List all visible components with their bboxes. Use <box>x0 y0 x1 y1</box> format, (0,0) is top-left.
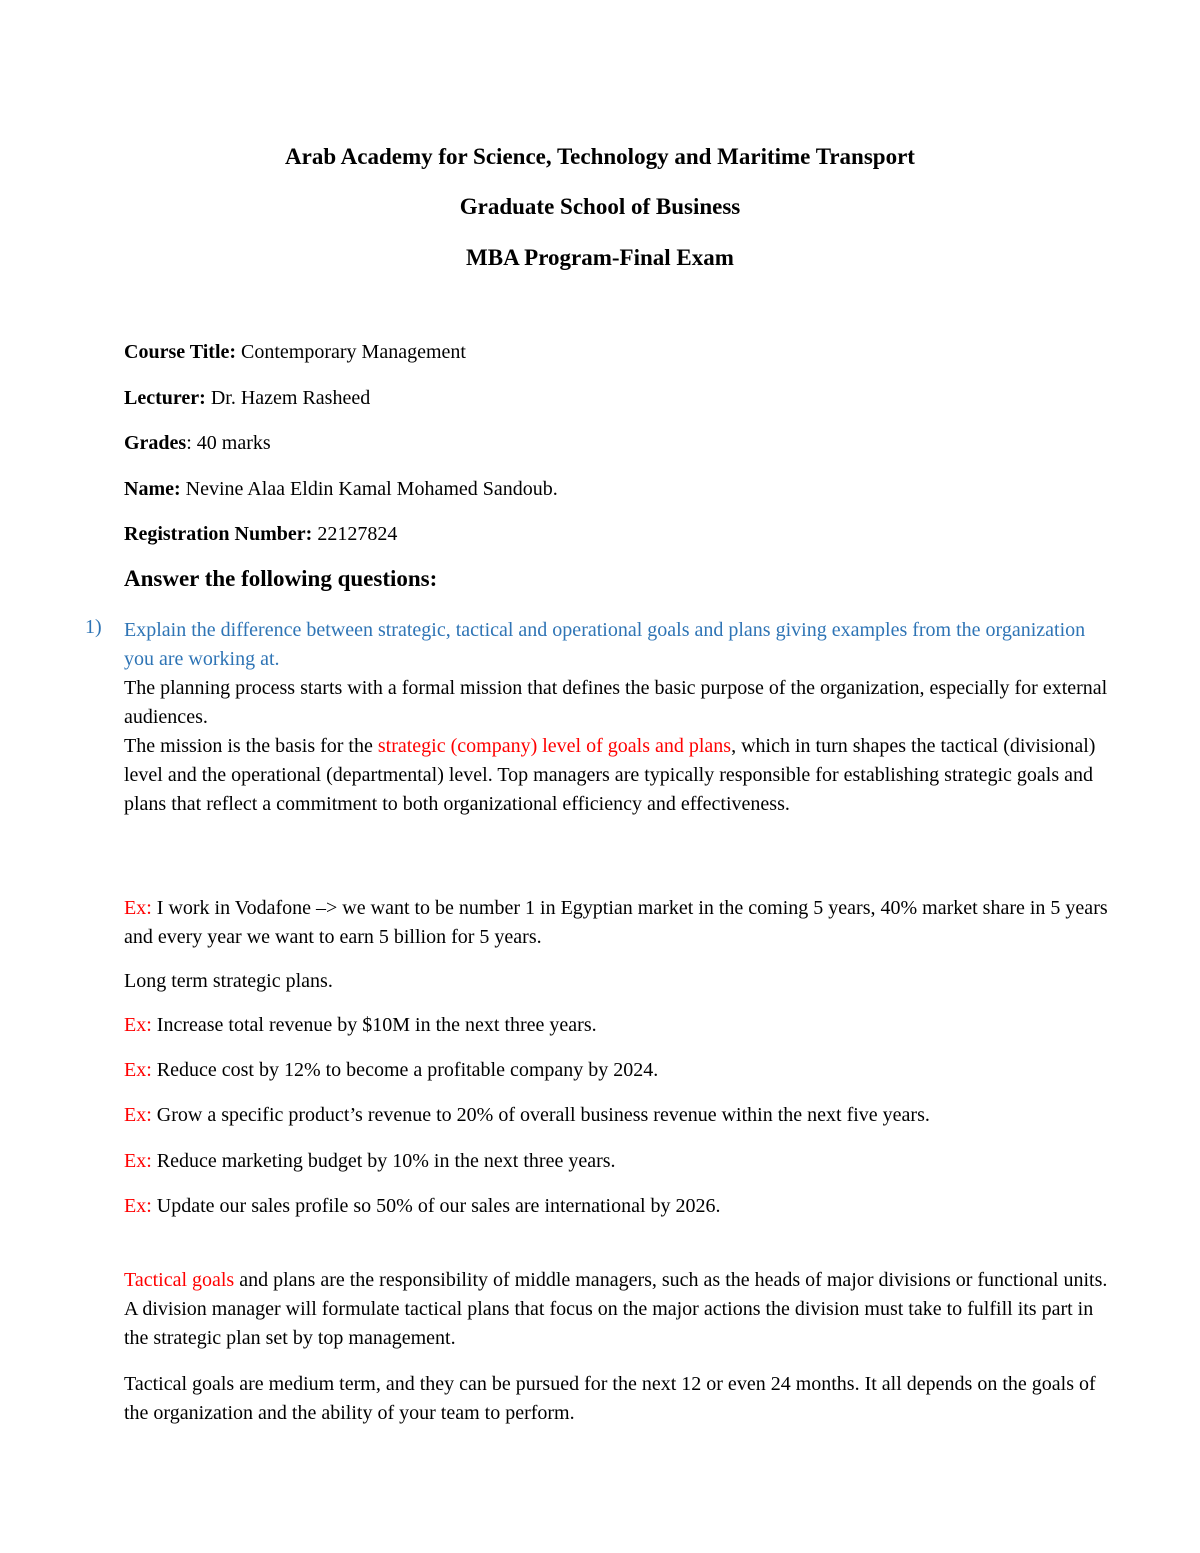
grades-field <box>124 432 271 455</box>
course-title-value: Contemporary Management <box>236 341 466 363</box>
example-item <box>124 1104 930 1127</box>
registration-value: 22127824 <box>312 523 398 545</box>
example-text: I work in Vodafone –> we want to be number 1 in Egyptian market in the coming 5 years, 40% market share in 5 years and every year we want to earn 5 billion for 5 years. <box>124 897 1108 948</box>
name-value: Nevine Alaa Eldin Kamal Mohamed Sandoub. <box>180 478 558 500</box>
tactical-paragraph <box>124 1266 1114 1353</box>
answer-paragraph-2 <box>124 732 1114 819</box>
question-text: Explain the difference between strategic, tactical and operational goals and plans giving examples from the organization you are working at. <box>124 619 1086 670</box>
lecturer-value: Dr. Hazem Rasheed <box>205 387 371 409</box>
example-item <box>124 1195 721 1218</box>
example-item <box>124 1014 597 1037</box>
example-label: Ex: <box>124 897 152 919</box>
institution-title: Arab Academy for Science, Technology and Maritime Transport <box>285 144 915 169</box>
example-text: Increase total revenue by $10M in the next three years. <box>151 1014 597 1036</box>
registration-field <box>124 523 397 546</box>
long-term-note: Long term strategic plans. <box>124 970 333 992</box>
name-field <box>124 478 558 501</box>
example-label: Ex: <box>124 1104 152 1126</box>
lecturer-field <box>124 387 370 410</box>
tactical-text: and plans are the responsibility of middle managers, such as the heads of major divisions or functional units. A division manager will formulate tactical plans that focus on the major actions the division must take to fulfill its part in the strategic plan set by top management. <box>124 1269 1108 1349</box>
grades-value: : 40 marks <box>186 432 271 454</box>
tactical-paragraph-2: Tactical goals are medium term, and they can be pursued for the next 12 or even 24 months. It all depends on the goals of the organization and the ability of your team to perform. <box>124 1373 1096 1424</box>
answer-paragraph-1: The planning process starts with a formal mission that defines the basic purpose of the organization, especially for external audiences. <box>124 677 1108 728</box>
example-text: Reduce marketing budget by 10% in the next three years. <box>151 1150 616 1172</box>
example-item <box>124 1150 616 1173</box>
instructions-heading: Answer the following questions: <box>124 566 438 591</box>
question-number: 1) <box>85 616 102 638</box>
example-label: Ex: <box>124 1195 152 1217</box>
vodafone-example <box>124 894 1114 952</box>
course-title-label: Course Title: <box>124 341 237 363</box>
example-label: Ex: <box>124 1059 152 1081</box>
example-label: Ex: <box>124 1150 152 1172</box>
answer-text: , which in turn shapes the tactical (divisional) level and the operational (departmental) level. Top managers are typically responsible for establishing strategic goals and plans that reflect a commitment to both organizational efficiency and effectiveness. <box>124 735 1096 815</box>
lecturer-label: Lecturer: <box>124 387 206 409</box>
course-title-field <box>124 341 466 364</box>
exam-title: MBA Program-Final Exam <box>466 245 734 270</box>
example-label: Ex: <box>124 1014 152 1036</box>
answer-text: The mission is the basis for the <box>124 735 378 757</box>
example-item <box>124 1059 658 1082</box>
question-1-body <box>124 616 1114 819</box>
school-title: Graduate School of Business <box>459 194 741 219</box>
example-text: Grow a specific product’s revenue to 20% of overall business revenue within the next five years. <box>151 1104 930 1126</box>
registration-label: Registration Number: <box>124 523 313 545</box>
tactical-highlight: Tactical goals <box>124 1269 235 1291</box>
example-text: Update our sales profile so 50% of our sales are international by 2026. <box>151 1195 721 1217</box>
example-text: Reduce cost by 12% to become a profitable company by 2024. <box>151 1059 659 1081</box>
grades-label: Grades <box>124 432 187 454</box>
name-label: Name: <box>124 478 181 500</box>
strategic-highlight: strategic (company) level of goals and plans <box>377 735 732 757</box>
